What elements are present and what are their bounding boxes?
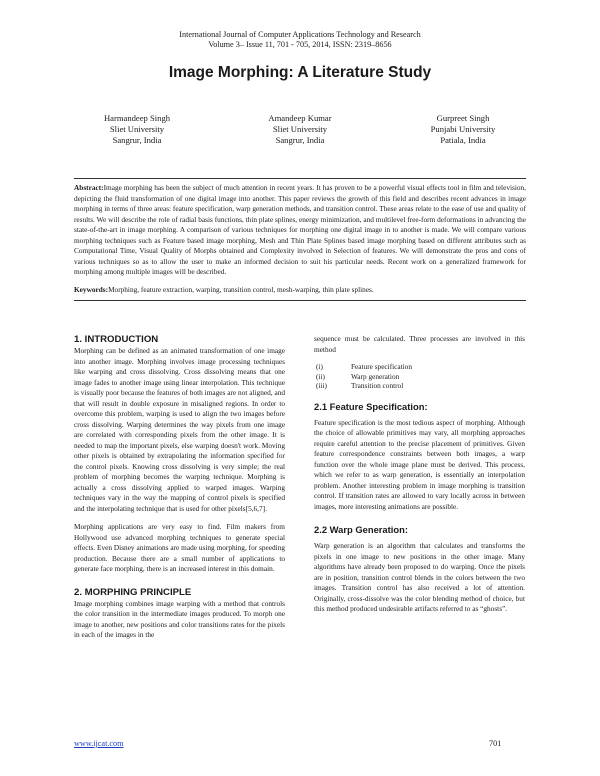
intro-paragraph-2: Morphing applications are very easy to find. Film makers from Hollywood use advanced morphing techniques to generate special effects. Even Disney animations are made using morphing, for speeding production. Because there are a small number of applications to generate face morphing, there is an increased interest in this domain.	[74, 522, 285, 573]
author-block	[388, 113, 538, 146]
abstract-section	[74, 178, 526, 301]
keywords-paragraph	[74, 285, 526, 296]
author-name: Amandeep Kumar	[268, 113, 332, 123]
author-location: Sangrur, India	[112, 135, 162, 145]
footer-link[interactable]: www.ijcat.com	[74, 739, 124, 748]
list-number: (iii)	[316, 381, 327, 390]
list-item	[314, 372, 525, 382]
author-list	[62, 113, 538, 146]
author-block	[62, 113, 212, 146]
author-name: Harmandeep Singh	[103, 113, 171, 123]
section-heading-morphing-principle: 2. MORPHING PRINCIPLE	[74, 586, 192, 598]
warp-gen-paragraph: Warp generation is an algorithm that calculates and transforms the pixels in one image to new positions in the other image. Many algorithms have already been proposed to do warping. Once the pixels are in position, transition control blends in the colors between the two images. Transition control has also received a lot of attention. Originally, cross-dissolve was the color blending method of choice, but this method produced undesirable artifacts referred to as “ghosts”.	[314, 541, 525, 613]
list-item	[314, 362, 525, 372]
list-text: Transition control	[351, 381, 404, 390]
section-heading-introduction: 1. INTRODUCTION	[74, 334, 159, 345]
author-location: Patiala, India	[440, 135, 486, 145]
right-column	[314, 334, 525, 615]
left-column	[74, 334, 285, 641]
list-text: Feature specification	[351, 362, 412, 371]
journal-name: International Journal of Computer Applications Technology and Research	[179, 30, 421, 39]
page-number: 701	[489, 739, 502, 748]
author-name: Gurpreet Singh	[436, 113, 490, 123]
list-item	[314, 381, 525, 391]
abstract-label: Abstract:	[74, 183, 104, 192]
abstract-paragraph	[74, 183, 526, 278]
journal-volume: Volume 3– Issue 11, 701 - 705, 2014, ISSN: 2319–8656	[208, 40, 392, 49]
keywords-text: Morphing, feature extraction, warping, transition control, mesh-warping, thin plate splines.	[108, 284, 374, 294]
author-affiliation: Punjabi University	[430, 124, 496, 134]
intro-paragraph-1: Morphing can be defined as an animated transformation of one image into another image. Morphing involves image processing techniques like warping and cross dissolving. Cross dissolving means that one image fades to another image using linear interpolation. This technique is visually poor because the features of both images are not aligned, and that will result in double exposure in misaligned regions. In order to overcome this problem, warping is used to align the two images before cross dissolving. Warping determines the way pixels from one image are correlated with corresponding pixels from the other image. It is needed to map the important pixels, else warping doesn't work. Moving other pixels is obtained by extrapolating the information specified for the control pixels. Knowing cross dissolving is very simple; the real problem of morphing becomes the warping technique. Morphing is actually a cross dissolving applied to warped images. Warping techniques vary in the way the mapping of control pixels is specified and the interpolating technique that is used for other pixels[5,6,7].	[74, 346, 285, 513]
keywords-label: Keywords:	[74, 284, 109, 294]
paper-title: Image Morphing: A Literature Study	[168, 64, 432, 81]
journal-header	[0, 30, 600, 50]
abstract-text: Image morphing has been the subject of much attention in recent years. It has proven to be a powerful visual effects tool in film and television, depicting the fluid transformation of one digital image into another. This paper reviews the growth of this field and describes recent advances in image morphing in terms of three areas: feature specification, warp generation methods, and transition control. These areas relate to the ease of use and quality of results. We will describe the role of radial basis functions, thin plate splines, energy minimization, and multilevel free-form deformations in advancing the state-of-the-art in image morphing. A comparison of various techniques for morphing one digital image in to another is made. We will compare various morphing techniques such as Feature based image morphing, Mesh and Thin Plate Splines based image morphing based on different attributes such as Computational Time, Visual Quality of Morphs obtained and Complexity involved in Selection of features. We will demonstrate the pros and cons of various techniques so as to allow the user to make an informed decision to suit his particular needs. Recent work on a generalized framework for morphing among multiple images will be described.	[74, 183, 526, 276]
author-block	[225, 113, 375, 146]
process-list	[314, 362, 525, 391]
list-number: (i)	[316, 362, 323, 371]
feature-spec-paragraph: Feature specification is the most tedious aspect of morphing. Although the choice of allowable primitives may vary, all morphing approaches require careful attention to the precise placement of primitives. Given feature correspondence constraints between both images, a warp function over the whole image plane must be derived. This process, which we refer to as warp generation, is essentially an interpolation problem. Another interesting problem in image morphing is transition control. If transition rates are allowed to vary locally across in between images, more interesting animations are possible.	[314, 417, 525, 511]
list-number: (ii)	[316, 371, 325, 381]
principle-paragraph-1: Image morphing combines image warping with a method that controls the color transition in the intermediate images produced. To morph one image to another, new positions and color transitions rates for the pixels in each of the images in the	[74, 598, 285, 639]
author-location: Sangrur, India	[275, 135, 325, 145]
list-text: Warp generation	[351, 371, 400, 381]
section-heading-warp-generation: 2.2 Warp Generation:	[314, 524, 408, 535]
section-heading-feature-specification: 2.1 Feature Specification:	[314, 400, 428, 412]
principle-continuation: sequence must be calculated. Three processes are involved in this method	[314, 334, 525, 354]
author-affiliation: Sliet University	[109, 124, 165, 134]
author-affiliation: Sliet University	[272, 124, 328, 134]
